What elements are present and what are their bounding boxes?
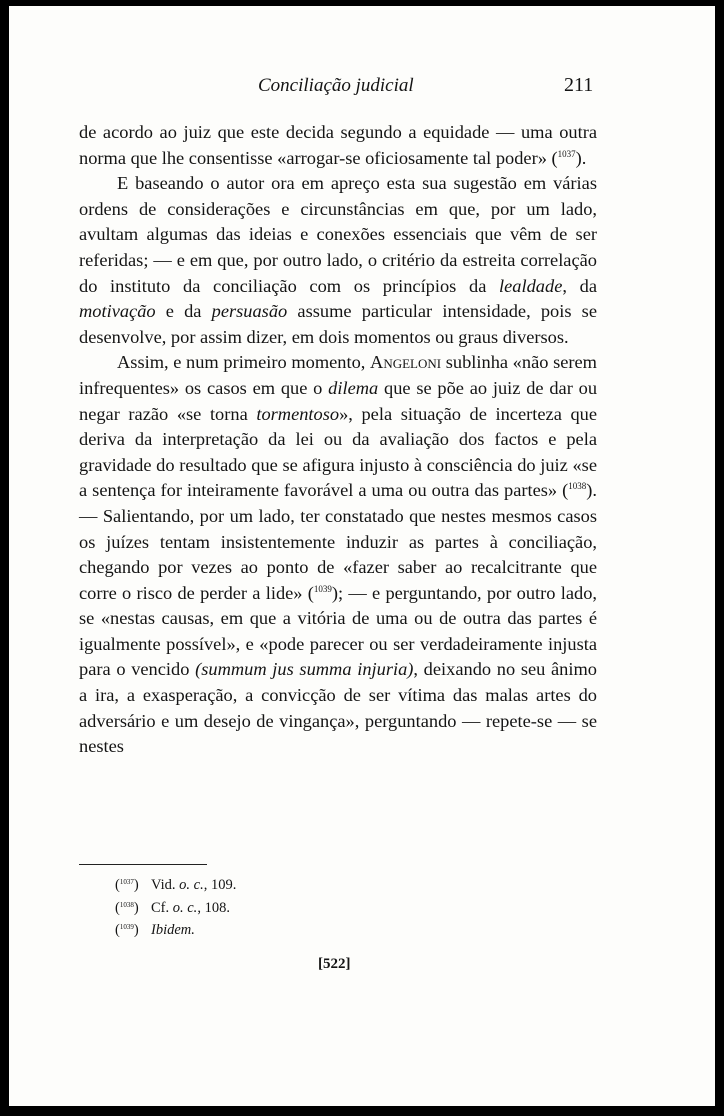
- paragraph-3: Assim, e num primeiro momento, Angeloni sublinha «não serem infrequentes» os casos em que o dilema que se põe ao juiz de dar ou negar razão «se torna tormentoso», pela situação de incerteza que deriva da interpretação da lei ou da avaliação dos factos e pela gravidade do resultado que se afigura injusto à consciência do juiz «se a sentença for inteiramente favorável a uma ou outra das partes» ($^{1038}$). — Salientando, por um lado, ter constatado que nestes mesmos casos os juízes tentam insistentemente induzir as partes à conciliação, chegando por vezes ao ponto de «fazer saber ao recalcitrante que corre o risco de perder a lide» ($^{1039}$); — e perguntando, por outro lado, se «nestas causas, em que a vitória de uma ou de outra das partes é igualmente possível», e «pode parecer ou ser verdadeiramente injusta para o vencido (summum jus summa injuria), deixando no seu ânimo a ira, a exasperação, a convicção de ser vítima das malas artes do adversário e um desejo de vingança», perguntando — repete-se — se nestes: [79, 352, 598, 757]
- footnote-1038: ($^{1038}$) Cf. o. c., 108.: [115, 899, 230, 916]
- running-title: Conciliação judicial: [258, 75, 414, 96]
- page-number: 211: [564, 74, 594, 96]
- footnote-1039: ($^{1039}$) Ibidem.: [115, 922, 195, 938]
- footnotes: [115, 874, 236, 942]
- running-head: [9, 75, 715, 101]
- paragraph-1: de acordo ao juiz que este decida segundo a equidade — uma outra norma que lhe consentisse «arrogar-se oficiosamente tal poder» ($^{1037}$).: [79, 122, 597, 168]
- footnote-1037: ($^{1037}$) Vid. o. c., 109.: [115, 877, 237, 893]
- footnote-divider: [79, 864, 207, 865]
- footnote-ref-1037: 1037: [557, 148, 576, 159]
- footnote-ref-1038: 1038: [568, 481, 587, 492]
- folio-number: [522]: [318, 956, 351, 972]
- paragraph-2: E baseando o autor ora em apreço esta sua sugestão em várias ordens de considerações e circunstâncias em que, por um lado, avultam algumas das ideias e conexões essenciais que vêm de ser referidas; — e em que, por outro lado, o critério da estreita correlação do instituto da conciliação com os princípios da lealdade, da motivação e da persuasão assume particular intensidade, pois se desenvolve, por assim dizer, em dois momentos ou graus diversos.: [79, 173, 597, 347]
- document-page: [9, 6, 715, 1106]
- footnote-ref-1039: 1039: [313, 583, 332, 594]
- body-text: [79, 120, 597, 760]
- author-name: Angeloni: [370, 352, 442, 373]
